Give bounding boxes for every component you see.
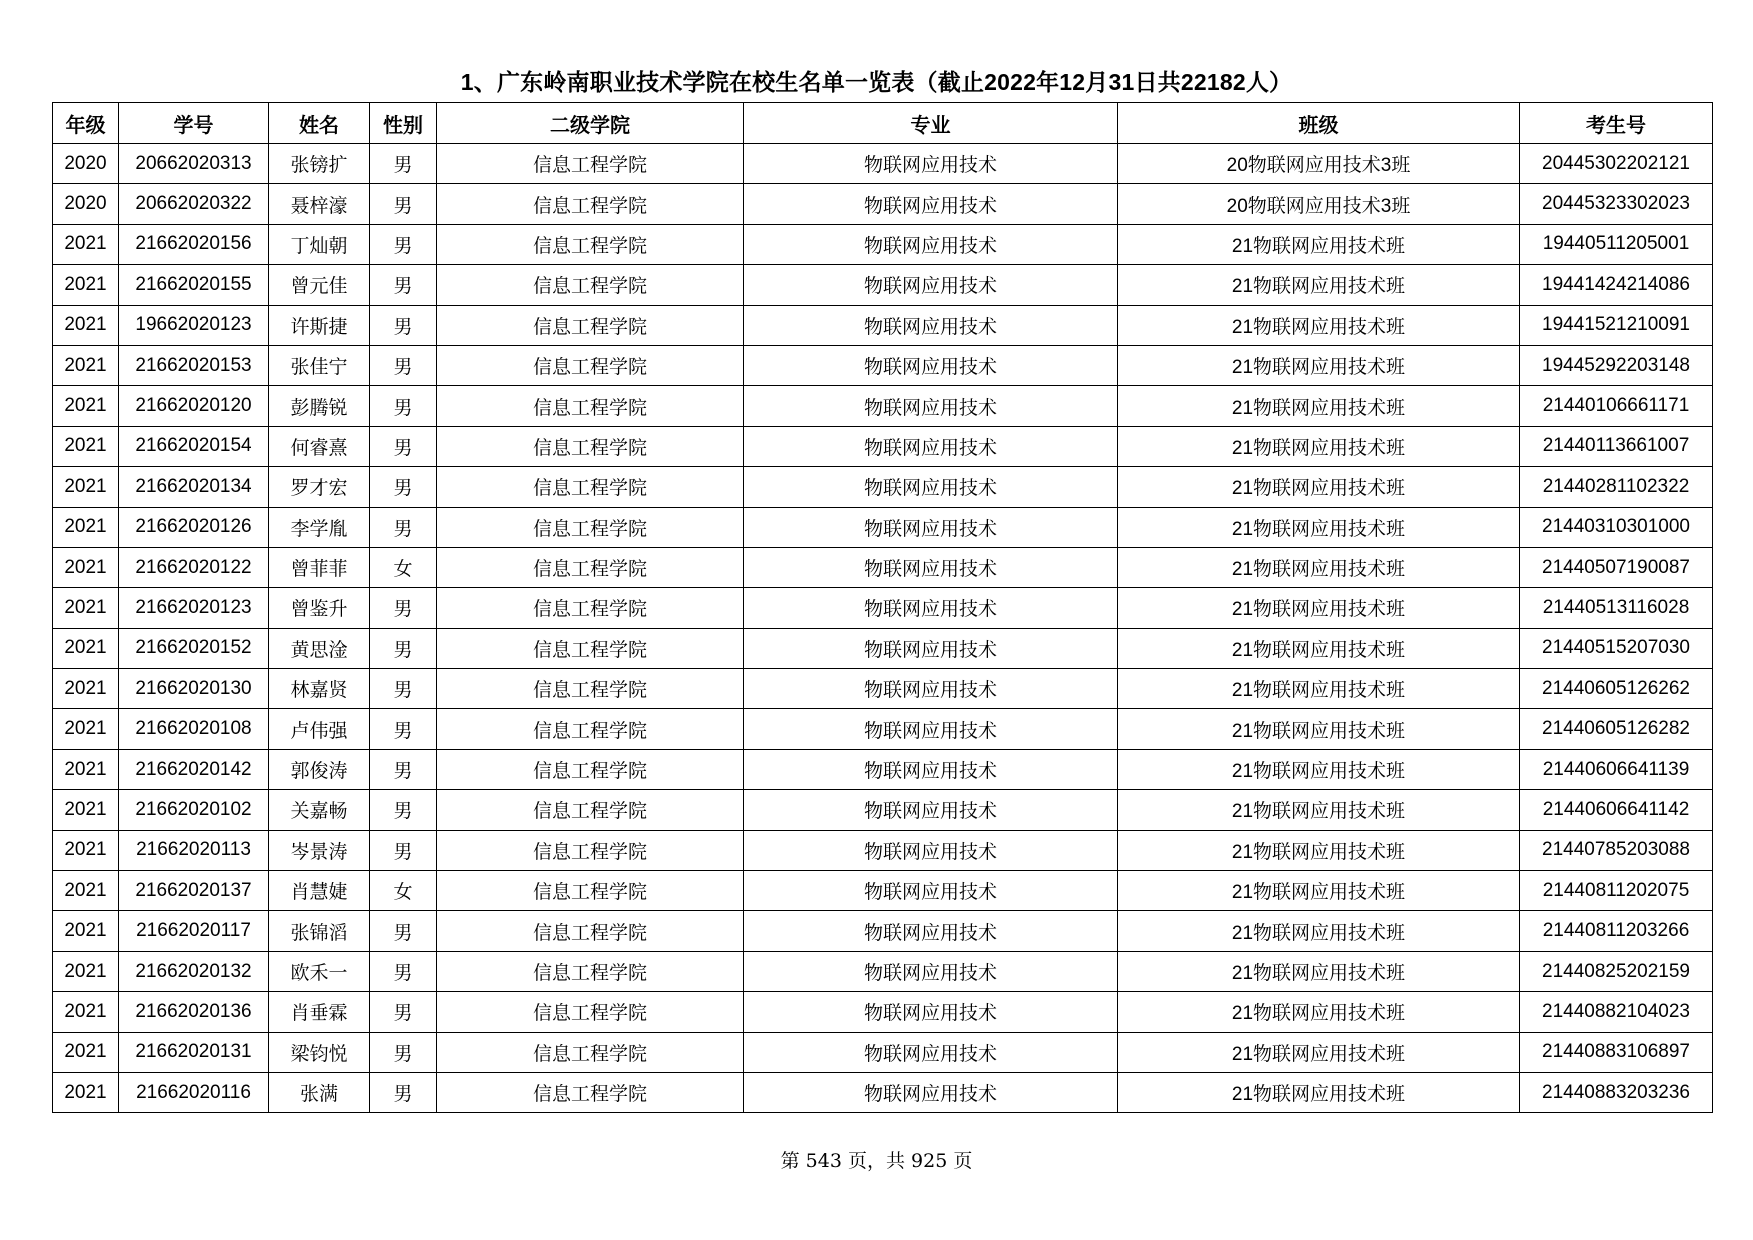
cell-major: 物联网应用技术 xyxy=(744,628,1118,668)
cell-name: 曾菲菲 xyxy=(269,547,370,587)
cell-student-id: 21662020108 xyxy=(119,709,269,749)
cell-name: 卢伟强 xyxy=(269,709,370,749)
cell-grade: 2021 xyxy=(53,992,119,1032)
cell-gender: 男 xyxy=(370,386,437,426)
cell-name: 张佳宁 xyxy=(269,345,370,385)
cell-exam-id: 21440785203088 xyxy=(1520,830,1713,870)
cell-name: 曾鉴升 xyxy=(269,588,370,628)
cell-college: 信息工程学院 xyxy=(437,507,744,547)
cell-grade: 2021 xyxy=(53,709,119,749)
cell-major: 物联网应用技术 xyxy=(744,224,1118,264)
cell-exam-id: 21440882104023 xyxy=(1520,992,1713,1032)
cell-name: 肖慧婕 xyxy=(269,871,370,911)
cell-exam-id: 21440507190087 xyxy=(1520,547,1713,587)
cell-class: 21物联网应用技术班 xyxy=(1118,1032,1520,1072)
cell-major: 物联网应用技术 xyxy=(744,871,1118,911)
cell-exam-id: 21440281102322 xyxy=(1520,467,1713,507)
cell-gender: 男 xyxy=(370,669,437,709)
cell-exam-id: 21440310301000 xyxy=(1520,507,1713,547)
cell-grade: 2021 xyxy=(53,588,119,628)
cell-exam-id: 21440811203266 xyxy=(1520,911,1713,951)
cell-exam-id: 21440605126282 xyxy=(1520,709,1713,749)
cell-class: 21物联网应用技术班 xyxy=(1118,911,1520,951)
cell-grade: 2021 xyxy=(53,547,119,587)
cell-class: 21物联网应用技术班 xyxy=(1118,547,1520,587)
cell-name: 岑景涛 xyxy=(269,830,370,870)
cell-grade: 2021 xyxy=(53,345,119,385)
cell-major: 物联网应用技术 xyxy=(744,144,1118,184)
cell-college: 信息工程学院 xyxy=(437,386,744,426)
cell-name: 罗才宏 xyxy=(269,467,370,507)
cell-class: 21物联网应用技术班 xyxy=(1118,345,1520,385)
cell-gender: 男 xyxy=(370,1072,437,1112)
cell-gender: 女 xyxy=(370,871,437,911)
cell-exam-id: 19441521210091 xyxy=(1520,305,1713,345)
cell-college: 信息工程学院 xyxy=(437,951,744,991)
cell-class: 21物联网应用技术班 xyxy=(1118,1072,1520,1112)
cell-college: 信息工程学院 xyxy=(437,547,744,587)
cell-name: 欧禾一 xyxy=(269,951,370,991)
cell-student-id: 21662020156 xyxy=(119,224,269,264)
cell-grade: 2021 xyxy=(53,628,119,668)
cell-exam-id: 20445302202121 xyxy=(1520,144,1713,184)
cell-gender: 男 xyxy=(370,305,437,345)
cell-major: 物联网应用技术 xyxy=(744,588,1118,628)
cell-college: 信息工程学院 xyxy=(437,345,744,385)
header-class: 班级 xyxy=(1118,103,1520,144)
header-gender: 性别 xyxy=(370,103,437,144)
cell-class: 21物联网应用技术班 xyxy=(1118,830,1520,870)
cell-grade: 2021 xyxy=(53,669,119,709)
cell-grade: 2021 xyxy=(53,911,119,951)
cell-name: 李学胤 xyxy=(269,507,370,547)
cell-major: 物联网应用技术 xyxy=(744,547,1118,587)
table-row xyxy=(53,1072,1713,1112)
cell-gender: 男 xyxy=(370,224,437,264)
cell-major: 物联网应用技术 xyxy=(744,1032,1118,1072)
cell-college: 信息工程学院 xyxy=(437,305,744,345)
cell-major: 物联网应用技术 xyxy=(744,790,1118,830)
cell-grade: 2021 xyxy=(53,790,119,830)
table-row xyxy=(53,345,1713,385)
cell-major: 物联网应用技术 xyxy=(744,749,1118,789)
cell-exam-id: 21440605126262 xyxy=(1520,669,1713,709)
cell-class: 21物联网应用技术班 xyxy=(1118,467,1520,507)
cell-major: 物联网应用技术 xyxy=(744,345,1118,385)
cell-college: 信息工程学院 xyxy=(437,224,744,264)
cell-name: 何睿熹 xyxy=(269,426,370,466)
cell-student-id: 21662020116 xyxy=(119,1072,269,1112)
cell-student-id: 19662020123 xyxy=(119,305,269,345)
cell-name: 彭腾锐 xyxy=(269,386,370,426)
cell-name: 张镑扩 xyxy=(269,144,370,184)
cell-student-id: 21662020122 xyxy=(119,547,269,587)
table-row xyxy=(53,184,1713,224)
cell-class: 21物联网应用技术班 xyxy=(1118,709,1520,749)
cell-major: 物联网应用技术 xyxy=(744,265,1118,305)
cell-college: 信息工程学院 xyxy=(437,426,744,466)
cell-class: 20物联网应用技术3班 xyxy=(1118,184,1520,224)
cell-gender: 男 xyxy=(370,507,437,547)
cell-college: 信息工程学院 xyxy=(437,628,744,668)
table-row xyxy=(53,144,1713,184)
table-row xyxy=(53,224,1713,264)
cell-college: 信息工程学院 xyxy=(437,669,744,709)
cell-grade: 2021 xyxy=(53,386,119,426)
cell-class: 21物联网应用技术班 xyxy=(1118,669,1520,709)
cell-class: 21物联网应用技术班 xyxy=(1118,265,1520,305)
cell-college: 信息工程学院 xyxy=(437,1072,744,1112)
cell-class: 21物联网应用技术班 xyxy=(1118,507,1520,547)
table-row xyxy=(53,467,1713,507)
cell-exam-id: 21440106661171 xyxy=(1520,386,1713,426)
cell-college: 信息工程学院 xyxy=(437,871,744,911)
cell-student-id: 21662020134 xyxy=(119,467,269,507)
cell-name: 关嘉畅 xyxy=(269,790,370,830)
cell-student-id: 21662020155 xyxy=(119,265,269,305)
cell-grade: 2021 xyxy=(53,1032,119,1072)
cell-student-id: 21662020142 xyxy=(119,749,269,789)
table-row xyxy=(53,1032,1713,1072)
cell-class: 21物联网应用技术班 xyxy=(1118,992,1520,1032)
cell-exam-id: 21440513116028 xyxy=(1520,588,1713,628)
cell-college: 信息工程学院 xyxy=(437,749,744,789)
table-row xyxy=(53,426,1713,466)
cell-student-id: 21662020120 xyxy=(119,386,269,426)
cell-exam-id: 19445292203148 xyxy=(1520,345,1713,385)
page-footer: 第 543 页，共 925 页 xyxy=(780,1150,973,1172)
cell-student-id: 21662020126 xyxy=(119,507,269,547)
cell-grade: 2021 xyxy=(53,749,119,789)
cell-gender: 男 xyxy=(370,992,437,1032)
cell-grade: 2020 xyxy=(53,144,119,184)
cell-grade: 2020 xyxy=(53,184,119,224)
cell-college: 信息工程学院 xyxy=(437,1032,744,1072)
cell-exam-id: 21440606641142 xyxy=(1520,790,1713,830)
cell-name: 黄思淦 xyxy=(269,628,370,668)
cell-exam-id: 21440113661007 xyxy=(1520,426,1713,466)
cell-class: 21物联网应用技术班 xyxy=(1118,951,1520,991)
cell-major: 物联网应用技术 xyxy=(744,386,1118,426)
table-row xyxy=(53,588,1713,628)
cell-class: 21物联网应用技术班 xyxy=(1118,588,1520,628)
cell-gender: 男 xyxy=(370,467,437,507)
table-row xyxy=(53,911,1713,951)
table-row xyxy=(53,992,1713,1032)
cell-gender: 男 xyxy=(370,1032,437,1072)
cell-class: 21物联网应用技术班 xyxy=(1118,628,1520,668)
cell-grade: 2021 xyxy=(53,507,119,547)
table-row xyxy=(53,830,1713,870)
cell-major: 物联网应用技术 xyxy=(744,507,1118,547)
cell-major: 物联网应用技术 xyxy=(744,467,1118,507)
cell-gender: 男 xyxy=(370,628,437,668)
cell-name: 丁灿朝 xyxy=(269,224,370,264)
cell-class: 21物联网应用技术班 xyxy=(1118,224,1520,264)
table-header-row xyxy=(53,103,1713,144)
cell-gender: 男 xyxy=(370,749,437,789)
cell-grade: 2021 xyxy=(53,265,119,305)
cell-exam-id: 21440811202075 xyxy=(1520,871,1713,911)
cell-name: 曾元佳 xyxy=(269,265,370,305)
cell-exam-id: 19441424214086 xyxy=(1520,265,1713,305)
cell-major: 物联网应用技术 xyxy=(744,1072,1118,1112)
table-row xyxy=(53,547,1713,587)
cell-exam-id: 21440825202159 xyxy=(1520,951,1713,991)
table-row xyxy=(53,386,1713,426)
cell-class: 21物联网应用技术班 xyxy=(1118,426,1520,466)
table-row xyxy=(53,709,1713,749)
table-row xyxy=(53,749,1713,789)
cell-college: 信息工程学院 xyxy=(437,830,744,870)
cell-exam-id: 21440515207030 xyxy=(1520,628,1713,668)
cell-exam-id: 21440883106897 xyxy=(1520,1032,1713,1072)
cell-grade: 2021 xyxy=(53,467,119,507)
cell-name: 张锦滔 xyxy=(269,911,370,951)
cell-grade: 2021 xyxy=(53,830,119,870)
cell-student-id: 21662020137 xyxy=(119,871,269,911)
cell-gender: 男 xyxy=(370,184,437,224)
cell-college: 信息工程学院 xyxy=(437,992,744,1032)
table-row xyxy=(53,628,1713,668)
cell-student-id: 21662020113 xyxy=(119,830,269,870)
table-row xyxy=(53,790,1713,830)
table-body xyxy=(53,144,1713,1113)
cell-grade: 2021 xyxy=(53,305,119,345)
cell-major: 物联网应用技术 xyxy=(744,951,1118,991)
cell-exam-id: 21440606641139 xyxy=(1520,749,1713,789)
header-exam-id: 考生号 xyxy=(1520,103,1713,144)
header-grade: 年级 xyxy=(53,103,119,144)
cell-class: 21物联网应用技术班 xyxy=(1118,871,1520,911)
document-title: 1、广东岭南职业技术学院在校生名单一览表（截止2022年12月31日共22182人） xyxy=(460,69,1293,95)
cell-major: 物联网应用技术 xyxy=(744,911,1118,951)
student-roster-table xyxy=(52,102,1713,1113)
cell-major: 物联网应用技术 xyxy=(744,426,1118,466)
cell-gender: 男 xyxy=(370,588,437,628)
cell-class: 21物联网应用技术班 xyxy=(1118,386,1520,426)
cell-gender: 男 xyxy=(370,345,437,385)
cell-college: 信息工程学院 xyxy=(437,184,744,224)
cell-college: 信息工程学院 xyxy=(437,790,744,830)
cell-class: 20物联网应用技术3班 xyxy=(1118,144,1520,184)
cell-student-id: 21662020123 xyxy=(119,588,269,628)
cell-student-id: 21662020152 xyxy=(119,628,269,668)
cell-grade: 2021 xyxy=(53,871,119,911)
cell-gender: 男 xyxy=(370,790,437,830)
cell-gender: 男 xyxy=(370,426,437,466)
header-college: 二级学院 xyxy=(437,103,744,144)
cell-name: 梁钧悦 xyxy=(269,1032,370,1072)
cell-college: 信息工程学院 xyxy=(437,144,744,184)
table-row xyxy=(53,871,1713,911)
cell-name: 聂梓濠 xyxy=(269,184,370,224)
cell-major: 物联网应用技术 xyxy=(744,184,1118,224)
header-major: 专业 xyxy=(744,103,1118,144)
cell-name: 林嘉贤 xyxy=(269,669,370,709)
cell-exam-id: 19440511205001 xyxy=(1520,224,1713,264)
header-name: 姓名 xyxy=(269,103,370,144)
cell-name: 肖垂霖 xyxy=(269,992,370,1032)
cell-grade: 2021 xyxy=(53,426,119,466)
cell-college: 信息工程学院 xyxy=(437,911,744,951)
cell-name: 张满 xyxy=(269,1072,370,1112)
cell-student-id: 20662020313 xyxy=(119,144,269,184)
cell-major: 物联网应用技术 xyxy=(744,992,1118,1032)
cell-class: 21物联网应用技术班 xyxy=(1118,790,1520,830)
cell-student-id: 21662020102 xyxy=(119,790,269,830)
header-student-id: 学号 xyxy=(119,103,269,144)
cell-class: 21物联网应用技术班 xyxy=(1118,749,1520,789)
cell-student-id: 21662020153 xyxy=(119,345,269,385)
cell-college: 信息工程学院 xyxy=(437,709,744,749)
cell-student-id: 20662020322 xyxy=(119,184,269,224)
cell-gender: 男 xyxy=(370,265,437,305)
cell-student-id: 21662020154 xyxy=(119,426,269,466)
cell-student-id: 21662020136 xyxy=(119,992,269,1032)
cell-gender: 男 xyxy=(370,144,437,184)
cell-exam-id: 20445323302023 xyxy=(1520,184,1713,224)
cell-gender: 女 xyxy=(370,547,437,587)
cell-student-id: 21662020132 xyxy=(119,951,269,991)
cell-name: 许斯捷 xyxy=(269,305,370,345)
cell-exam-id: 21440883203236 xyxy=(1520,1072,1713,1112)
table-row xyxy=(53,265,1713,305)
table-row xyxy=(53,669,1713,709)
table-row xyxy=(53,951,1713,991)
cell-major: 物联网应用技术 xyxy=(744,305,1118,345)
cell-student-id: 21662020131 xyxy=(119,1032,269,1072)
cell-major: 物联网应用技术 xyxy=(744,830,1118,870)
cell-grade: 2021 xyxy=(53,224,119,264)
cell-gender: 男 xyxy=(370,951,437,991)
cell-class: 21物联网应用技术班 xyxy=(1118,305,1520,345)
table-row xyxy=(53,507,1713,547)
cell-college: 信息工程学院 xyxy=(437,467,744,507)
cell-grade: 2021 xyxy=(53,951,119,991)
cell-gender: 男 xyxy=(370,911,437,951)
cell-name: 郭俊涛 xyxy=(269,749,370,789)
cell-student-id: 21662020117 xyxy=(119,911,269,951)
cell-gender: 男 xyxy=(370,830,437,870)
table-row xyxy=(53,305,1713,345)
cell-student-id: 21662020130 xyxy=(119,669,269,709)
cell-college: 信息工程学院 xyxy=(437,588,744,628)
cell-gender: 男 xyxy=(370,709,437,749)
cell-major: 物联网应用技术 xyxy=(744,669,1118,709)
cell-grade: 2021 xyxy=(53,1072,119,1112)
cell-major: 物联网应用技术 xyxy=(744,709,1118,749)
cell-college: 信息工程学院 xyxy=(437,265,744,305)
